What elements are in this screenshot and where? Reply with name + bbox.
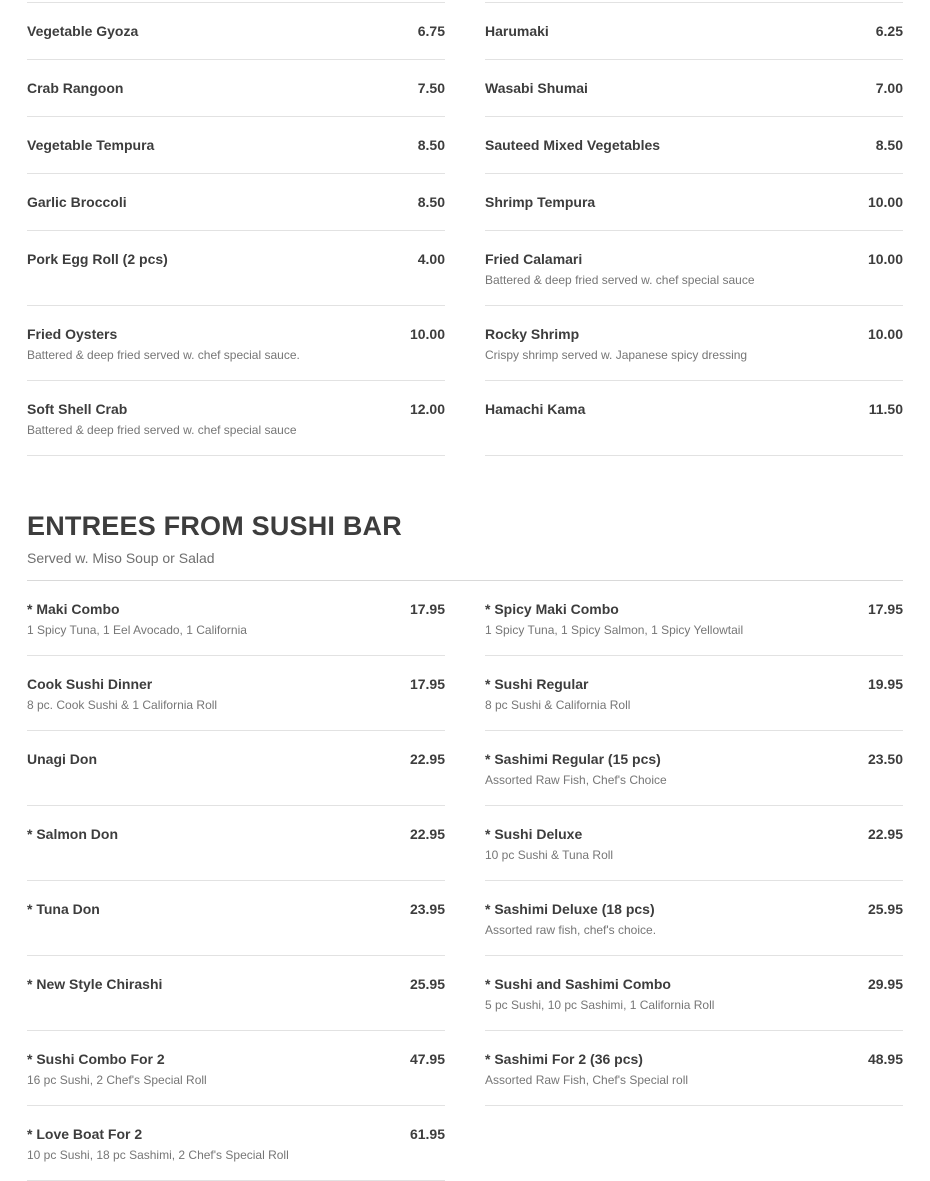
item-row [27, 136, 445, 155]
item-row [485, 325, 903, 344]
menu-item-salmon-don [27, 806, 445, 881]
item-price: 25.95 [409, 976, 445, 992]
item-name: Hamachi Kama [485, 401, 586, 417]
item-description: 1 Spicy Tuna, 1 Eel Avocado, 1 California [27, 623, 247, 637]
item-description: 5 pc Sushi, 10 pc Sashimi, 1 California Roll [485, 998, 715, 1012]
item-row [485, 22, 903, 41]
item-row [485, 825, 903, 844]
item-description: 8 pc Sushi & California Roll [485, 698, 631, 712]
item-row [27, 825, 445, 844]
item-row [27, 22, 445, 41]
item-description: 1 Spicy Tuna, 1 Spicy Salmon, 1 Spicy Yellowtail [485, 623, 744, 637]
item-price: 29.95 [867, 976, 903, 992]
item-row [27, 900, 445, 919]
menu-section-entrees [27, 581, 903, 1181]
item-row [485, 1050, 903, 1069]
item-description: Assorted Raw Fish, Chef's Special roll [485, 1073, 689, 1087]
item-row [485, 675, 903, 694]
menu-item-sashimi-deluxe-18 [485, 881, 903, 956]
section-title: ENTREES FROM SUSHI BAR [27, 511, 402, 541]
item-name: * Sashimi Deluxe (18 pcs) [485, 901, 655, 917]
section-subtitle: Served w. Miso Soup or Salad [27, 550, 215, 566]
item-name: Wasabi Shumai [485, 80, 588, 96]
menu-item-crab-rangoon [27, 60, 445, 117]
item-price: 8.50 [417, 194, 445, 210]
item-name: Pork Egg Roll (2 pcs) [27, 251, 168, 267]
menu-item-shrimp-tempura [485, 174, 903, 231]
item-row [27, 193, 445, 212]
item-price: 22.95 [409, 826, 445, 842]
item-price: 6.75 [417, 23, 445, 39]
item-price: 19.95 [867, 676, 903, 692]
item-name: * Sushi and Sashimi Combo [485, 976, 671, 992]
item-row [485, 400, 903, 419]
item-price: 23.50 [867, 751, 903, 767]
item-description: Battered & deep fried served w. chef special sauce [27, 423, 297, 437]
item-price: 6.25 [875, 23, 903, 39]
item-row [27, 1050, 445, 1069]
menu-item-sushi-combo-for-2 [27, 1031, 445, 1106]
item-row [27, 1125, 445, 1144]
item-description: 16 pc Sushi, 2 Chef's Special Roll [27, 1073, 207, 1087]
item-name: * Salmon Don [27, 826, 119, 842]
item-price: 7.50 [417, 80, 445, 96]
menu-item-vegetable-gyoza [27, 2, 445, 60]
item-name: * Sushi Deluxe [485, 826, 583, 842]
item-name: * Maki Combo [27, 601, 120, 617]
menu-item-rocky-shrimp [485, 306, 903, 381]
item-row [485, 136, 903, 155]
item-price: 48.95 [867, 1051, 903, 1067]
item-price: 23.95 [409, 901, 445, 917]
item-row [485, 975, 903, 994]
item-row [27, 750, 445, 769]
menu-item-spicy-maki-combo [485, 581, 903, 656]
item-name: * Tuna Don [27, 901, 100, 917]
menu-item-sauteed-mixed-vegetables [485, 117, 903, 174]
item-description: Assorted Raw Fish, Chef's Choice [485, 773, 667, 787]
item-name: Soft Shell Crab [27, 401, 128, 417]
item-name: * Sushi Combo For 2 [27, 1051, 165, 1067]
item-row [27, 675, 445, 694]
item-name: * Sashimi For 2 (36 pcs) [485, 1051, 643, 1067]
menu-item-fried-oysters [27, 306, 445, 381]
item-price: 25.95 [867, 901, 903, 917]
item-row [27, 79, 445, 98]
item-row [27, 975, 445, 994]
item-name: Harumaki [485, 23, 549, 39]
item-name: Fried Calamari [485, 251, 583, 267]
item-name: Garlic Broccoli [27, 194, 127, 210]
menu-item-sashimi-for-2-36 [485, 1031, 903, 1106]
menu-item-garlic-broccoli [27, 174, 445, 231]
item-row [27, 400, 445, 419]
menu-item-sashimi-regular-15 [485, 731, 903, 806]
item-price: 47.95 [409, 1051, 445, 1067]
item-row [485, 600, 903, 619]
item-row [485, 193, 903, 212]
section-header-entrees [27, 510, 903, 581]
item-row [27, 600, 445, 619]
item-row [27, 325, 445, 344]
item-price: 10.00 [867, 251, 903, 267]
item-description: 8 pc. Cook Sushi & 1 California Roll [27, 698, 218, 712]
item-name: * Sashimi Regular (15 pcs) [485, 751, 661, 767]
menu-item-tuna-don [27, 881, 445, 956]
item-price: 17.95 [867, 601, 903, 617]
item-name: * New Style Chirashi [27, 976, 163, 992]
item-price: 17.95 [409, 601, 445, 617]
menu-item-hamachi-kama [485, 381, 903, 456]
item-description: Crispy shrimp served w. Japanese spicy dressing [485, 348, 748, 362]
item-description: Assorted raw fish, chef's choice. [485, 923, 657, 937]
item-row [485, 750, 903, 769]
item-description: Battered & deep fried served w. chef special sauce. [27, 348, 300, 362]
item-price: 11.50 [868, 401, 903, 417]
menu-item-harumaki [485, 2, 903, 60]
item-description: 10 pc Sushi & Tuna Roll [485, 848, 614, 862]
item-name: Unagi Don [27, 751, 97, 767]
menu-item-sushi-regular [485, 656, 903, 731]
menu-item-vegetable-tempura [27, 117, 445, 174]
item-name: * Spicy Maki Combo [485, 601, 619, 617]
item-price: 10.00 [867, 194, 903, 210]
item-name: Shrimp Tempura [485, 194, 596, 210]
item-name: Crab Rangoon [27, 80, 124, 96]
item-row [485, 900, 903, 919]
item-description: 10 pc Sushi, 18 pc Sashimi, 2 Chef's Special Roll [27, 1148, 289, 1162]
item-price: 4.00 [417, 251, 445, 267]
item-name: Vegetable Tempura [27, 137, 155, 153]
menu-item-soft-shell-crab [27, 381, 445, 456]
menu-section-top [27, 2, 903, 456]
item-price: 61.95 [409, 1126, 445, 1142]
item-price: 22.95 [409, 751, 445, 767]
menu-item-sushi-and-sashimi-combo [485, 956, 903, 1031]
item-name: * Love Boat For 2 [27, 1126, 143, 1142]
menu-item-wasabi-shumai [485, 60, 903, 117]
menu-item-fried-calamari [485, 231, 903, 306]
item-price: 7.00 [875, 80, 903, 96]
item-description: Battered & deep fried served w. chef special sauce [485, 273, 755, 287]
menu-item-sushi-deluxe [485, 806, 903, 881]
item-price: 10.00 [409, 326, 445, 342]
item-row [485, 79, 903, 98]
item-row [485, 250, 903, 269]
item-name: * Sushi Regular [485, 676, 589, 692]
item-price: 12.00 [409, 401, 445, 417]
menu-item-unagi-don [27, 731, 445, 806]
item-price: 10.00 [867, 326, 903, 342]
menu-item-maki-combo [27, 581, 445, 656]
item-name: Cook Sushi Dinner [27, 676, 153, 692]
item-name: Rocky Shrimp [485, 326, 580, 342]
menu-item-new-style-chirashi [27, 956, 445, 1031]
item-name: Fried Oysters [27, 326, 118, 342]
item-price: 8.50 [417, 137, 445, 153]
menu-item-love-boat-for-2 [27, 1106, 445, 1181]
item-price: 17.95 [409, 676, 445, 692]
item-name: Vegetable Gyoza [27, 23, 139, 39]
item-price: 8.50 [875, 137, 903, 153]
menu-item-cook-sushi-dinner [27, 656, 445, 731]
item-name: Sauteed Mixed Vegetables [485, 137, 661, 153]
item-row [27, 250, 445, 269]
item-price: 22.95 [867, 826, 903, 842]
menu-item-pork-egg-roll [27, 231, 445, 306]
